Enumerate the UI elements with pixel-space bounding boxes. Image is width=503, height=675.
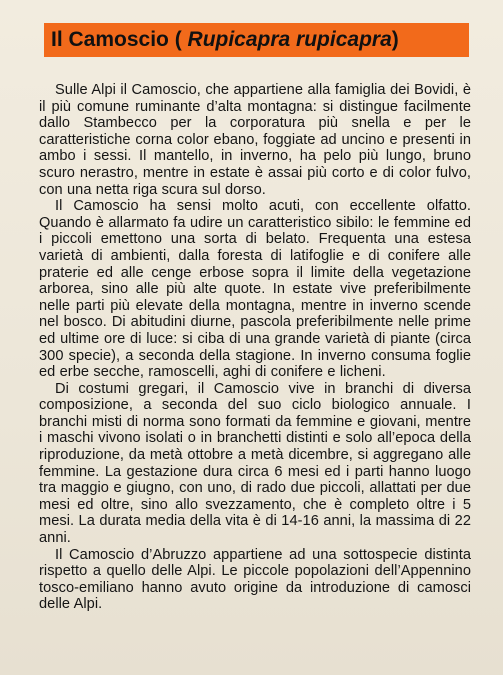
page-title <box>51 28 399 51</box>
title-prefix: Il Camoscio ( <box>51 28 188 51</box>
paragraph: Il Camoscio ha sensi molto acuti, con eccellente olfatto. Quando è allarmato fa udire un caratteristico sibilo: le femmine ed i piccoli emettono una sorta di belato. Frequenta una estesa varietà di ambienti, dalla foresta di latifoglie e di conifere alle praterie ed alle cenge erbose sopra il limite della vegetazione arborea, sino alle più alte quote. In estate vive preferibilmente nelle parti più elevate della montagna, mentre in inverno scende nel bosco. Di abitudini diurne, pascola preferibilmente nelle prime ed ultime ore di luce: si ciba di una grande varietà di piante (circa 300 specie), a seconda della stagione. In inverno consuma foglie ed erbe secche, ramoscelli, aghi di conifere e licheni. <box>39 198 471 381</box>
paragraph: Il Camoscio d’Abruzzo appartiene ad una sottospecie distinta rispetto a quello delle Alpi. Le piccole popolazioni dell’Appennino tosco-emiliano hanno avuto origine da introduzione di camosci delle Alpi. <box>39 546 471 613</box>
article-body <box>39 82 471 613</box>
title-banner <box>44 23 469 57</box>
paragraph: Di costumi gregari, il Camoscio vive in branchi di diversa composizione, a seconda del suo ciclo biologico annuale. I branchi misti di norma sono formati da femmine e giovani, mentre i maschi vivono isolati o in branchetti distinti e solo all’epoca della riproduzione, da metà ottobre a metà dicembre, si aggregano alle femmine. La gestazione dura circa 6 mesi ed i parti hanno luogo tra maggio e giugno, con uno, di rado due piccoli, allattati per due mesi ed oltre, sino allo svezzamento, che è completo oltre i 5 mesi. La durata media della vita è di 14-16 anni, la massima di 22 anni. <box>39 380 471 547</box>
title-suffix: ) <box>391 28 399 51</box>
title-latin-name: Rupicapra rupicapra <box>187 28 392 51</box>
paragraph: Sulle Alpi il Camoscio, che appartiene alla famiglia dei Bovidi, è il più comune ruminante d’alta montagna: si distingue facilmente dallo Stambecco per la corporatura più snella e per le caratteristiche corna color ebano, foggiate ad uncino e presenti in ambo i sessi. Il mantello, in inverno, ha pelo più lungo, bruno scuro nerastro, mentre in estate è assai più corto e di color fulvo, con una netta riga scura sul dorso. <box>39 82 471 198</box>
